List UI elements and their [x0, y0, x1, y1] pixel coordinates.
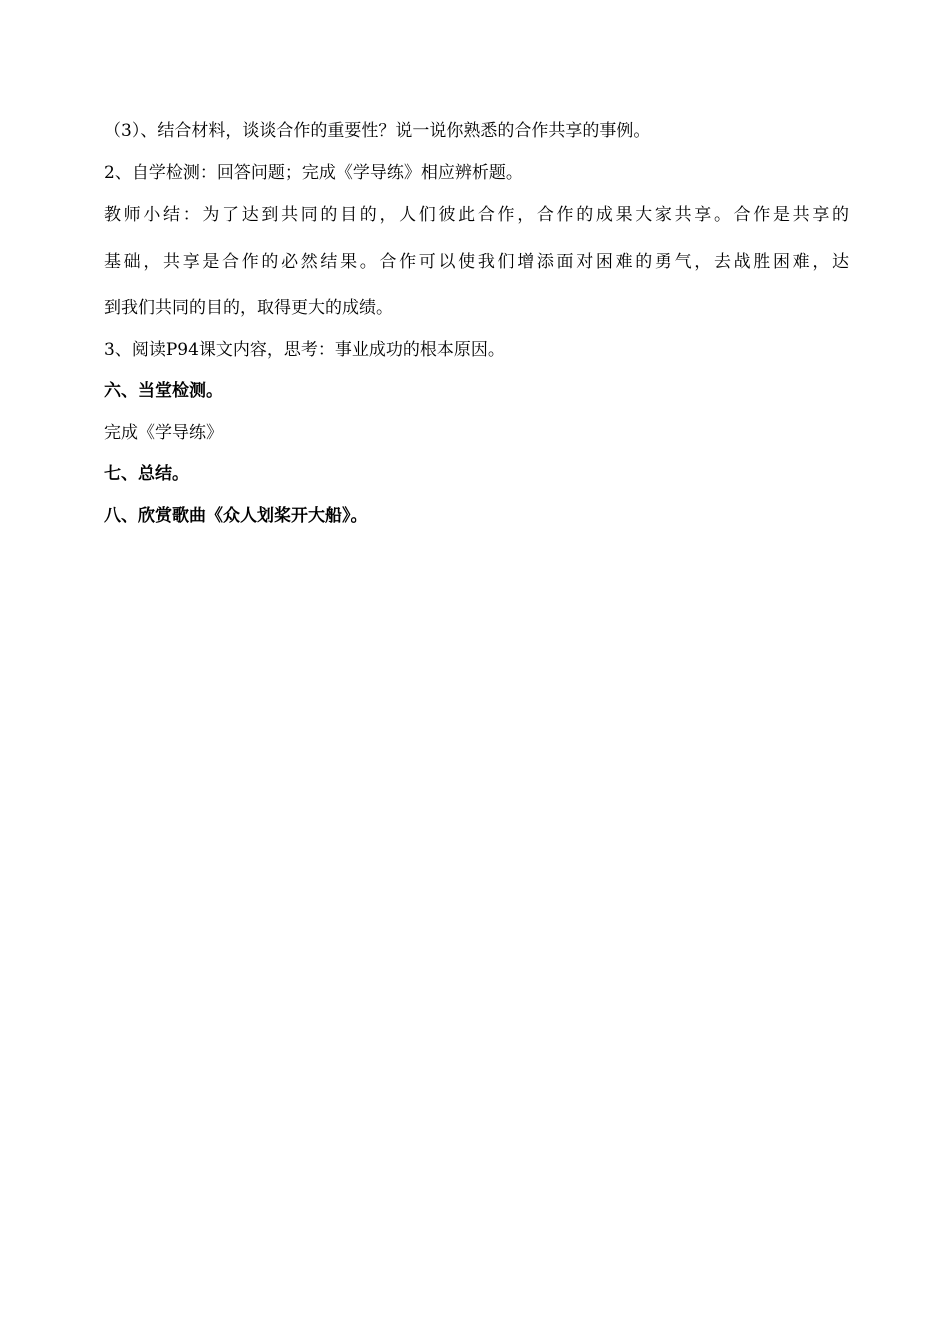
paragraph-line: 基础，共享是合作的必然结果。合作可以使我们增添面对困难的勇气，去战胜困难，达	[104, 252, 849, 272]
paragraph-line: 3、阅读P94课文内容，思考：事业成功的根本原因。	[104, 340, 505, 360]
paragraph-line: 2、自学检测：回答问题；完成《学导练》相应辨析题。	[104, 163, 523, 183]
paragraph-line: 完成《学导练》	[104, 423, 223, 443]
section-heading: 六、当堂检测。	[104, 381, 223, 401]
section-heading: 八、欣赏歌曲《众人划桨开大船》。	[104, 506, 368, 526]
section-heading: 七、总结。	[104, 464, 189, 484]
paragraph-line: （3）、结合材料，谈谈合作的重要性？说一说你熟悉的合作共享的事例。	[104, 121, 651, 141]
paragraph-line: 到我们共同的目的，取得更大的成绩。	[104, 298, 393, 318]
paragraph-line: 教师小结：为了达到共同的目的，人们彼此合作，合作的成果大家共享。合作是共享的	[104, 205, 849, 225]
